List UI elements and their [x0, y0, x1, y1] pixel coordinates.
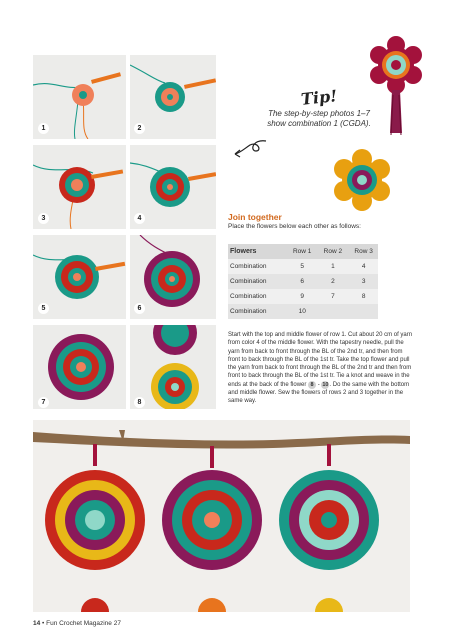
hanging-flowers-photo [33, 420, 410, 612]
column-header: Row 3 [347, 244, 378, 259]
column-header: Flowers [228, 244, 286, 259]
flowers-joined-image [130, 325, 216, 409]
column-header: Row 1 [286, 244, 317, 259]
table-cell: 1 [317, 259, 348, 274]
step-number: 2 [134, 123, 145, 134]
flower-combination-table [228, 244, 378, 319]
table-cell: 9 [286, 289, 317, 304]
tip-text: The step-by-step photos 1–7 show combination 1 (CGDA). [267, 109, 371, 128]
footer-bullet: • [42, 620, 45, 627]
table-cell: Combination [228, 259, 286, 274]
table-cell: 7 [317, 289, 348, 304]
flower-finished-image [33, 325, 126, 409]
page-number: 14 [33, 620, 41, 627]
page-footer [33, 620, 121, 627]
table-row [228, 289, 378, 304]
hanging-flowers-image [33, 420, 410, 612]
instructions-paragraph [228, 331, 413, 406]
step-number: 3 [38, 213, 49, 224]
step-number: 8 [134, 397, 145, 408]
table-cell: Combination [228, 274, 286, 289]
orange-flower-image [330, 148, 394, 212]
step-reference: 8 [308, 381, 316, 389]
column-header: Row 2 [317, 244, 348, 259]
table-cell: 5 [286, 259, 317, 274]
table-cell: 3 [347, 274, 378, 289]
range-dash: - [317, 381, 320, 388]
table-cell: 10 [286, 304, 317, 319]
table-row [228, 304, 378, 319]
instructions-text: . Do the same with the bottom and middle flower. Sew the flowers of rows 2 and 3 together in the same way. [228, 381, 410, 405]
table-row [228, 259, 378, 274]
step-number: 6 [134, 303, 145, 314]
tip-box [260, 88, 378, 129]
swirl-arrow-icon [232, 137, 268, 161]
instructions-text: Start with the top and middle flower of row 1. Cut about 20 cm of yarn from color 4 of the middle flower. With the tapestry needle, pull the yarn from back to front through the BL of the 2nd tr, and then from front to back through the BL of the 1st tr. Take the top flower and pull the yarn from back to front through the BL of the 2nd tr and then from front to back through the BL of the 1st tr. Tie a knot and weave in the ends at the back of the flower [228, 332, 413, 388]
table-cell: Combination [228, 304, 286, 319]
table-cell [347, 304, 378, 319]
step-number: 1 [38, 123, 49, 134]
tip-title: Tip! [299, 86, 338, 109]
step-number: 7 [38, 397, 49, 408]
magazine-name: Fun Crochet Magazine 27 [46, 620, 121, 627]
step-photo-8 [130, 325, 216, 409]
step-photo-7 [33, 325, 126, 409]
table-cell: 6 [286, 274, 317, 289]
table-cell [317, 304, 348, 319]
table-header-row [228, 244, 378, 259]
table-cell: Combination [228, 289, 286, 304]
step-number: 5 [38, 303, 49, 314]
table-row [228, 274, 378, 289]
step-reference: 10 [322, 381, 329, 388]
section-heading: Join together [228, 212, 282, 222]
table-cell: 2 [317, 274, 348, 289]
table-cell: 8 [347, 289, 378, 304]
table-cell: 4 [347, 259, 378, 274]
step-number: 4 [134, 213, 145, 224]
section-intro: Place the flowers below each other as follows: [228, 223, 361, 230]
